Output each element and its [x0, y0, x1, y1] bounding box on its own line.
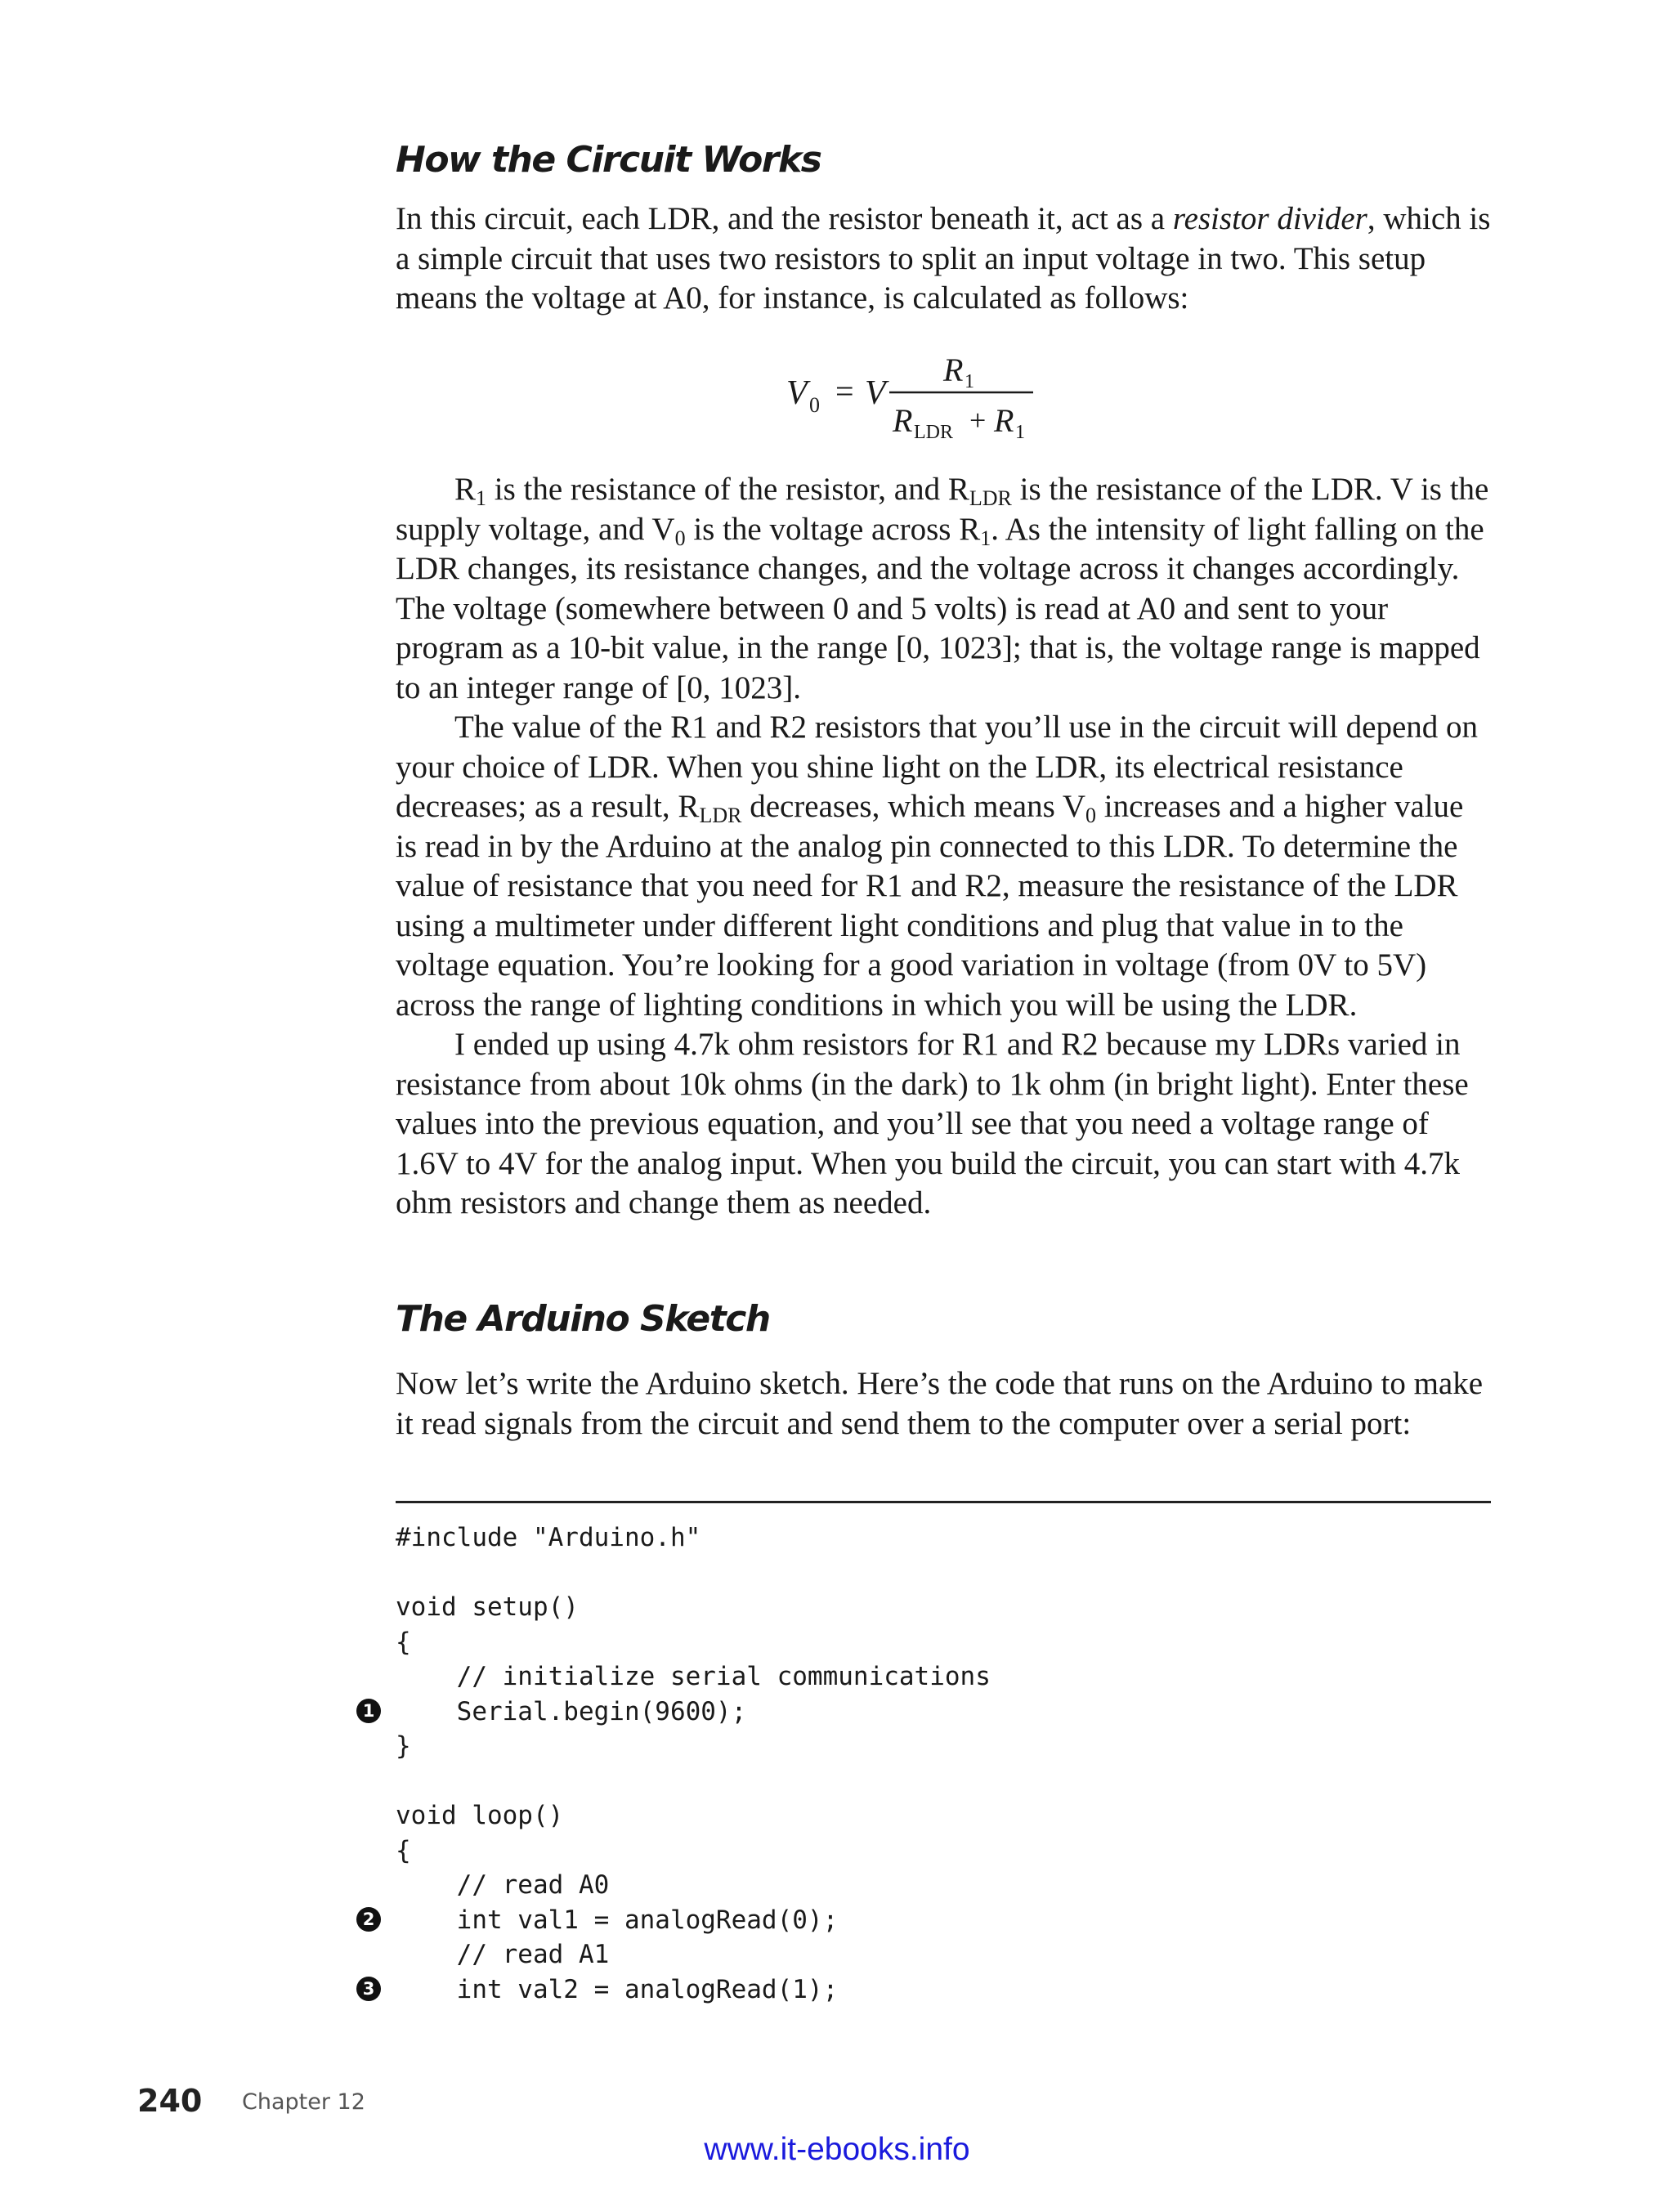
- callout-marker-2: 2: [356, 1907, 381, 1932]
- code-line: // read A0: [396, 1870, 610, 1900]
- intro-paragraph: In this circuit, each LDR, and the resistor beneath it, act as a resistor divider, which is a simple circuit that uses two resistors to split an input voltage in two. This setup means the voltage at A0, for instance, is calculated as follows:: [396, 201, 1491, 316]
- formula-denominator-r-sub: LDR: [914, 422, 953, 443]
- code-listing: [396, 1520, 991, 2007]
- resistor-value-paragraph: The value of the R1 and R2 resistors that you’ll use in the circuit will depend on your choice of LDR. When you shine light on the LDR, its electrical resistance decreases; as a result, $R_{LDR}$ decreases, which means $V_0$ increases and a higher value is read in by the Arduino at the analog pin connected to this LDR. To determine the value of resistance that you need for R1 and R2, measure the resistance of the LDR using a multimeter under different light conditions and plug that value in to the voltage equation. You’re looking for a good variation in voltage (from 0V to 5V) across the range of lighting conditions in which you will be using the LDR.: [396, 710, 1479, 1023]
- formula-lhs-sub: 0: [809, 393, 820, 417]
- section-heading-circuit: How the Circuit Works: [396, 139, 821, 181]
- resistance-paragraph: $R_1$ is the resistance of the resistor, and $R_{LDR}$ is the resistance of the LDR. V is the supply voltage, and $V_0$ is the voltage across $R_1$. As the intensity of light falling on the LDR changes, its resistance changes, and the voltage across it changes accordingly. The voltage (somewhere between 0 and 5 volts) is read at A0 and sent to your program as a 10-bit value, in the range [0, 1023]; that is, the voltage range is mapped to an integer range of [0, 1023].: [396, 472, 1489, 705]
- voltage-divider-formula: [785, 348, 1046, 446]
- formula-denominator-r: R: [893, 402, 913, 439]
- formula-multiplier: V: [865, 374, 886, 412]
- formula-numerator: R: [943, 352, 964, 388]
- code-top-rule: [396, 1501, 1491, 1503]
- formula-denominator-r1: R: [994, 402, 1014, 439]
- formula-denominator-r1-sub: 1: [1015, 422, 1025, 443]
- code-line: Serial.begin(9600);: [396, 1696, 747, 1726]
- callout-marker-3: 3: [356, 1977, 381, 2001]
- page-number: 240: [137, 2083, 203, 2119]
- code-line: void loop(): [396, 1801, 564, 1830]
- code-line: #include "Arduino.h": [396, 1523, 701, 1552]
- code-line: // initialize serial communications: [396, 1662, 991, 1691]
- resistor-choice-paragraph: I ended up using 4.7k ohm resistors for R1 and R2 because my LDRs varied in resistance from about 10k ohms (in the dark) to 1k ohm (in bright light). Enter these values into the previous equation, and you’ll see that you need a voltage range of 1.6V to 4V for the analog input. When you build the circuit, you can start with 4.7k ohm resistors and change them as needed.: [396, 1027, 1469, 1220]
- sketch-intro-paragraph: Now let’s write the Arduino sketch. Here’s the code that runs on the Arduino to make it read signals from the circuit and send them to the computer over a serial port:: [396, 1366, 1484, 1441]
- section-heading-sketch: The Arduino Sketch: [396, 1298, 770, 1340]
- code-line: void setup(): [396, 1592, 579, 1622]
- callout-marker-1: 1: [356, 1699, 381, 1723]
- source-url-link[interactable]: www.it-ebooks.info: [704, 2132, 970, 2167]
- code-line: {: [396, 1835, 411, 1865]
- formula-plus: +: [969, 404, 987, 437]
- explanation-block: [396, 470, 1491, 1224]
- formula-lhs: V: [786, 374, 808, 412]
- chapter-label: Chapter 12: [242, 2089, 365, 2115]
- code-line: int val2 = analogRead(1);: [396, 1974, 839, 2004]
- code-line: // read A1: [396, 1940, 610, 1969]
- code-line: {: [396, 1627, 411, 1657]
- formula-equals: =: [835, 373, 854, 410]
- code-line: [396, 1764, 991, 1799]
- formula-numerator-sub: 1: [965, 371, 974, 392]
- code-line: }: [396, 1731, 411, 1761]
- code-line: int val1 = analogRead(0);: [396, 1905, 839, 1935]
- code-line: [396, 1556, 991, 1591]
